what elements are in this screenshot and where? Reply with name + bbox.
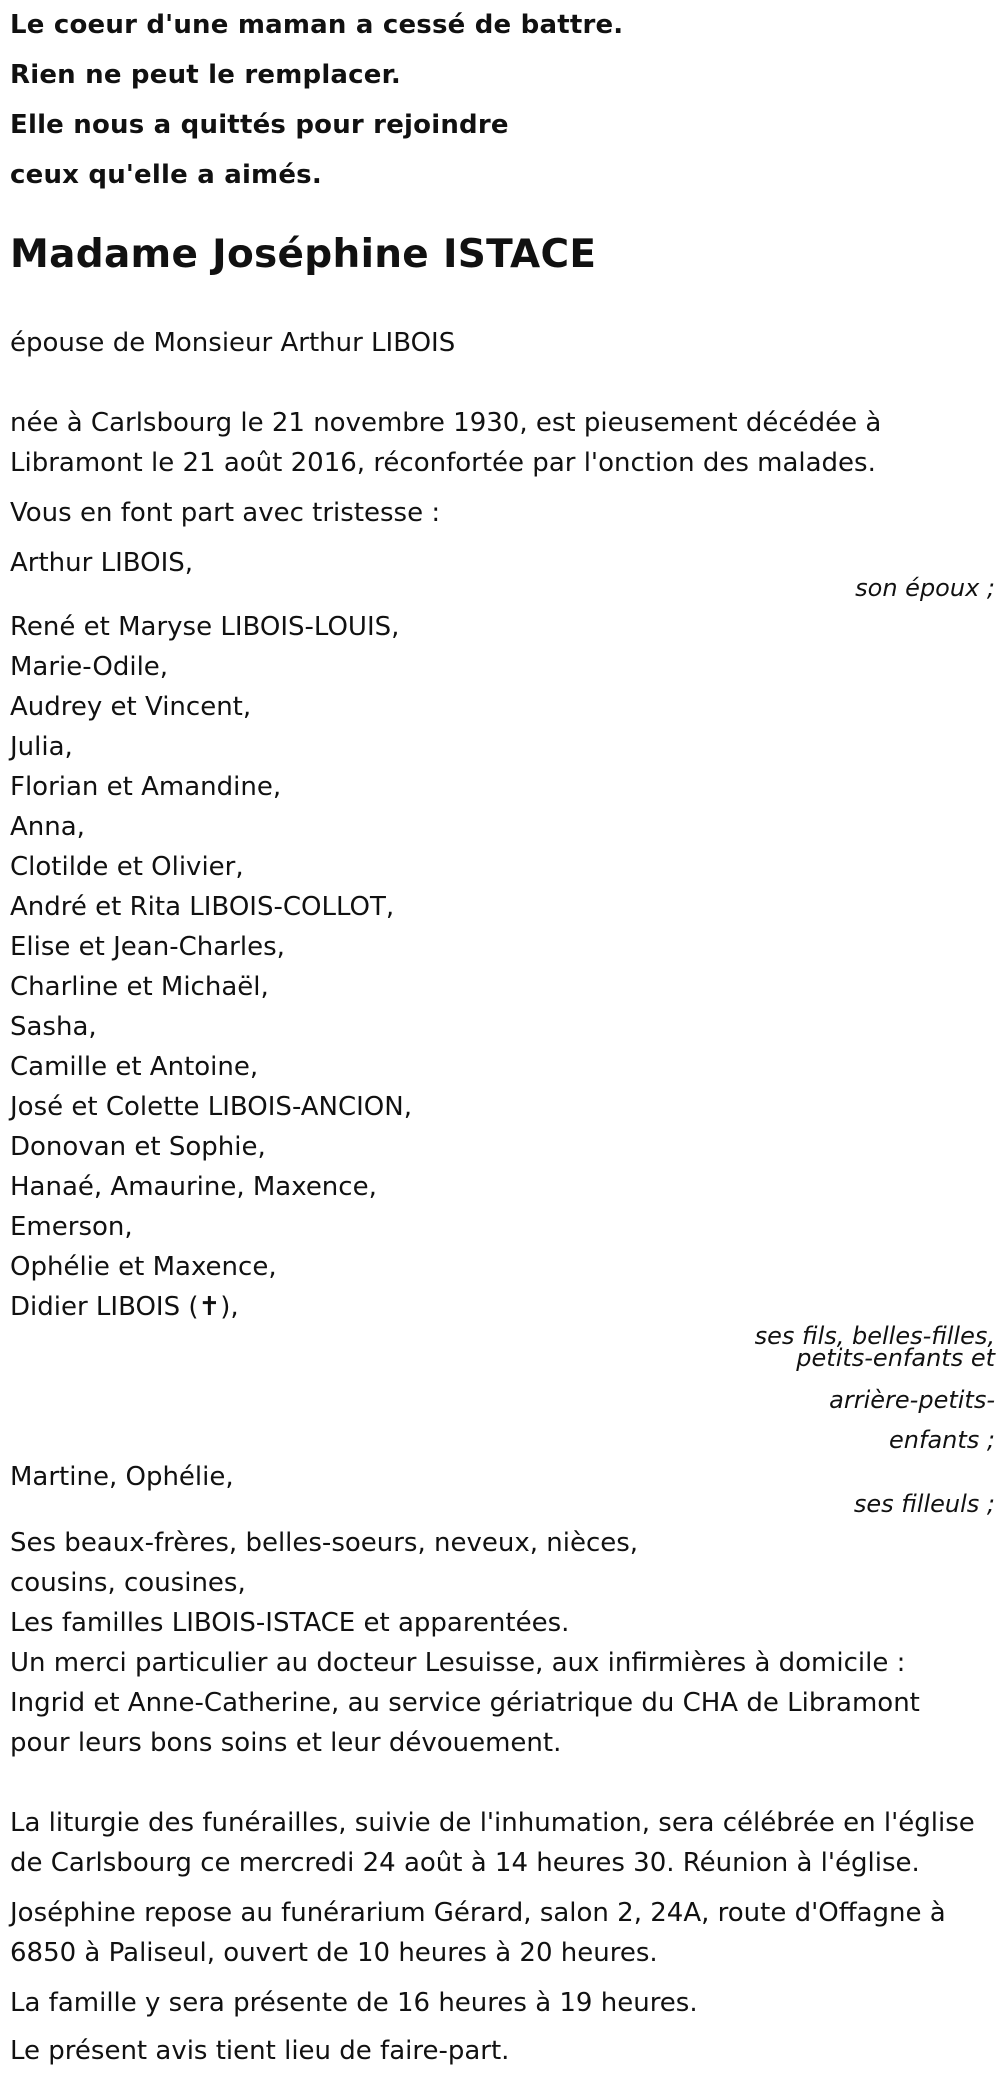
funeral-line-2: de Carlsbourg ce mercredi 24 août à 14 heures 30. Réunion à l'église. — [10, 1848, 920, 1878]
child-line: Marie-Odile, — [10, 652, 169, 682]
child-line: Donovan et Sophie, — [10, 1132, 266, 1162]
godchildren-role: ses filleuls ; — [853, 1490, 995, 1518]
repose-line-2: 6850 à Paliseul, ouvert de 10 heures à 20 heures. — [10, 1938, 658, 1968]
child-line: José et Colette LIBOIS-ANCION, — [10, 1092, 412, 1122]
child-line: Didier LIBOIS (✝), — [10, 1292, 239, 1322]
child-line: Julia, — [10, 732, 73, 762]
child-line: Florian et Amandine, — [10, 772, 282, 802]
children-role-line-3: arrière-petits- — [829, 1386, 995, 1414]
godchildren: Martine, Ophélie, — [10, 1462, 234, 1492]
deceased-name: Madame Joséphine ISTACE — [10, 232, 597, 277]
funeral-line-1: La liturgie des funérailles, suivie de l'inhumation, sera célébrée en l'église — [10, 1808, 975, 1838]
family-line: Un merci particulier au docteur Lesuisse, aux infirmières à domicile : — [10, 1648, 906, 1678]
family-line: cousins, cousines, — [10, 1568, 246, 1598]
family-line: pour leurs bons soins et leur dévouement. — [10, 1728, 562, 1758]
birth-death-line-2: Libramont le 21 août 2016, réconfortée par l'onction des malades. — [10, 448, 876, 478]
presence-line: La famille y sera présente de 16 heures à 19 heures. — [10, 1988, 698, 2018]
repose-line-1: Joséphine repose au funérarium Gérard, salon 2, 24A, route d'Offagne à — [10, 1898, 946, 1928]
children-role-line-4: enfants ; — [889, 1426, 995, 1454]
spouse-line: épouse de Monsieur Arthur LIBOIS — [10, 328, 456, 358]
child-line: Ophélie et Maxence, — [10, 1252, 277, 1282]
intro-line-3: Elle nous a quittés pour rejoindre — [10, 110, 509, 140]
child-line: Charline et Michaël, — [10, 972, 269, 1002]
child-line: Clotilde et Olivier, — [10, 852, 244, 882]
child-line: Hanaé, Amaurine, Maxence, — [10, 1172, 377, 1202]
intro-line-1: Le coeur d'une maman a cessé de battre. — [10, 10, 624, 40]
child-line: Emerson, — [10, 1212, 133, 1242]
child-line: Elise et Jean-Charles, — [10, 932, 285, 962]
child-line: Camille et Antoine, — [10, 1052, 259, 1082]
children-role-line-2: petits-enfants et — [796, 1344, 995, 1372]
child-line: André et Rita LIBOIS-COLLOT, — [10, 892, 395, 922]
family-line: Ses beaux-frères, belles-soeurs, neveux, nièces, — [10, 1528, 639, 1558]
announcement: Vous en font part avec tristesse : — [10, 498, 441, 528]
closing-line: Le présent avis tient lieu de faire-part. — [10, 2036, 510, 2066]
children-role-line-1: ses fils, belles-filles, — [754, 1322, 995, 1350]
birth-death-line-1: née à Carlsbourg le 21 novembre 1930, est pieusement décédée à — [10, 408, 882, 438]
family-line: Les familles LIBOIS-ISTACE et apparentées. — [10, 1608, 570, 1638]
child-line: René et Maryse LIBOIS-LOUIS, — [10, 612, 400, 642]
child-line: Anna, — [10, 812, 85, 842]
child-line: Audrey et Vincent, — [10, 692, 252, 722]
intro-line-4: ceux qu'elle a aimés. — [10, 160, 322, 190]
spouse-role: son époux ; — [855, 574, 995, 602]
family-line: Ingrid et Anne-Catherine, au service gériatrique du CHA de Libramont — [10, 1688, 920, 1718]
spouse-name: Arthur LIBOIS, — [10, 548, 194, 578]
child-line: Sasha, — [10, 1012, 97, 1042]
intro-line-2: Rien ne peut le remplacer. — [10, 60, 402, 90]
